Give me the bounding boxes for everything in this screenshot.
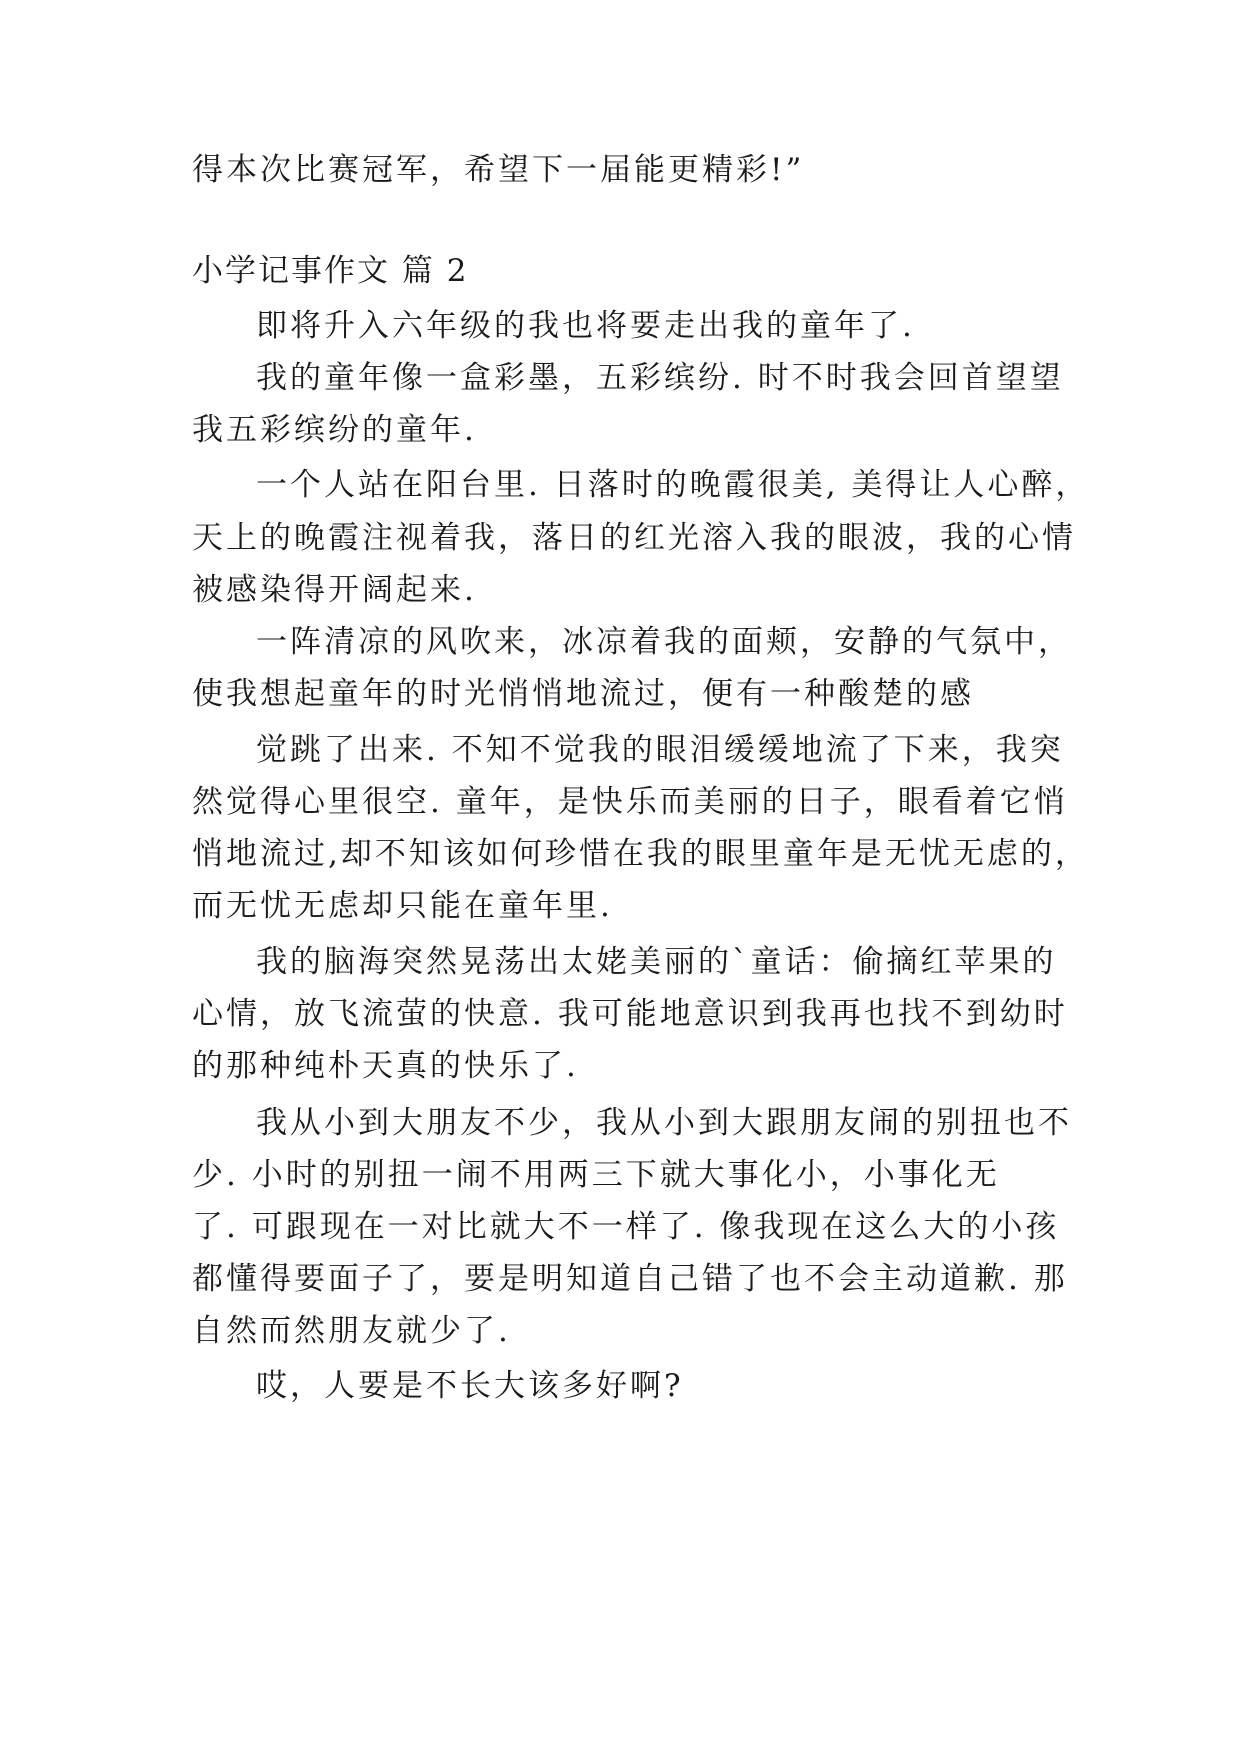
paragraph-line: 少. 小时的别扭一闹不用两三下就大事化小，小事化无 xyxy=(192,1157,1000,1193)
paragraph-line: 然觉得心里很空. 童年，是快乐而美丽的日子，眼看着它悄 xyxy=(192,784,1068,820)
paragraph-line: 一阵清凉的风吹来，冰凉着我的面颊，安静的气氛中， xyxy=(256,624,1072,660)
paragraph-line: 我从小到大朋友不少，我从小到大跟朋友闹的别扭也不 xyxy=(256,1105,1072,1141)
paragraph-line: 我的童年像一盒彩墨，五彩缤纷. 时不时我会回首望望 xyxy=(256,360,1064,396)
paragraph-line: 了. 可跟现在一对比就大不一样了. 像我现在这么大的小孩 xyxy=(192,1209,1060,1245)
paragraph-line: 而无忧无虑却只能在童年里. xyxy=(192,888,613,924)
paragraph-line: 的那种纯朴天真的快乐了. xyxy=(192,1048,579,1084)
paragraph-line: 悄地流过,却不知该如何珍惜在我的眼里童年是无忧无虑的， xyxy=(192,836,1089,872)
paragraph-line: 我的脑海突然晃荡出太姥美丽的`童话：偷摘红苹果的 xyxy=(256,944,1057,980)
paragraph-line: 使我想起童年的时光悄悄地流过，便有一种酸楚的感 xyxy=(192,676,974,712)
paragraph-line: 天上的晚霞注视着我，落日的红光溶入我的眼波，我的心情 xyxy=(192,520,1076,556)
paragraph-line: 即将升入六年级的我也将要走出我的童年了. xyxy=(256,308,915,344)
paragraph-line: 都懂得要面子了，要是明知道自己错了也不会主动道歉. 那 xyxy=(192,1261,1068,1297)
paragraph-line: 一个人站在阳台里. 日落时的晚霞很美, 美得让人心醉， xyxy=(256,467,1090,503)
carryover-line: 得本次比赛冠军，希望下一届能更精彩!” xyxy=(192,152,805,188)
paragraph-line: 觉跳了出来. 不知不觉我的眼泪缓缓地流了下来，我突 xyxy=(256,732,1064,768)
paragraph-line: 心情，放飞流萤的快意. 我可能地意识到我再也找不到幼时 xyxy=(192,996,1068,1032)
paragraph-line: 被感染得开阔起来. xyxy=(192,572,477,608)
paragraph-line: 哎，人要是不长大该多好啊? xyxy=(256,1368,684,1404)
section-title: 小学记事作文 篇 2 xyxy=(192,253,469,289)
paragraph-line: 我五彩缤纷的童年. xyxy=(192,412,477,448)
paragraph-line: 自然而然朋友就少了. xyxy=(192,1313,511,1349)
